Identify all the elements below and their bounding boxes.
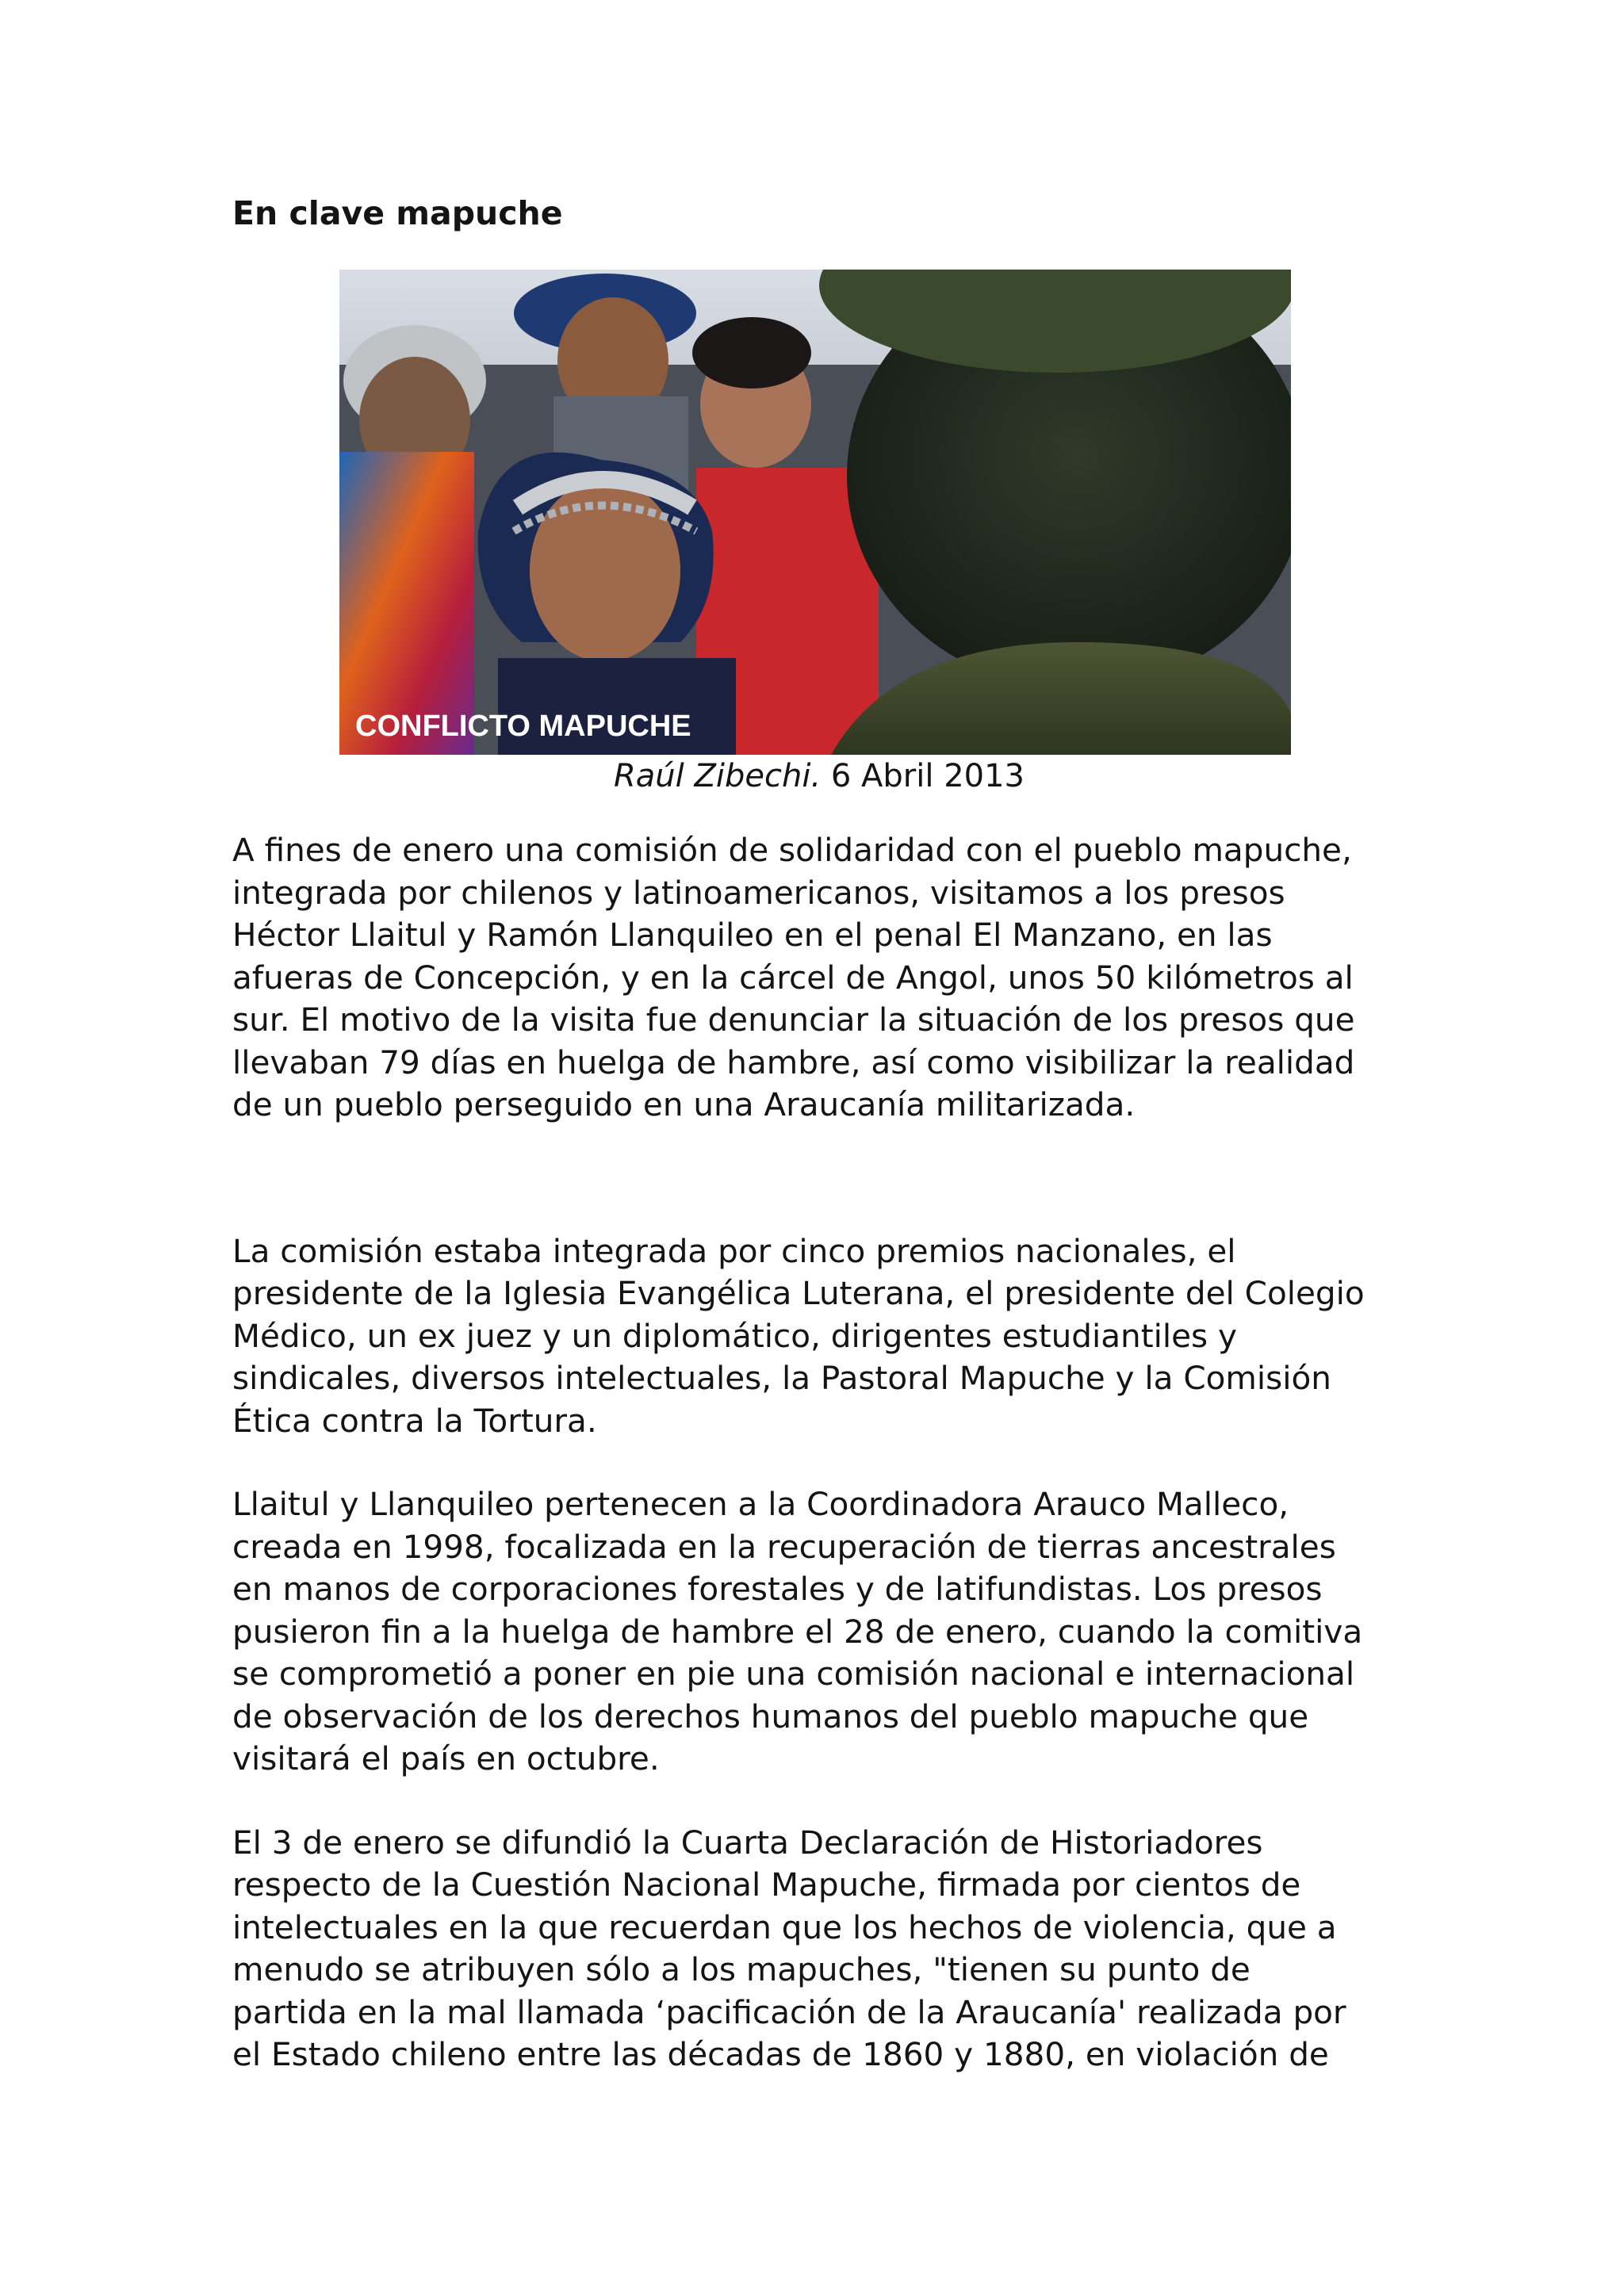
paragraph-line: sur. El motivo de la visita fue denunciar la situación de los presos que [232,1001,1355,1039]
paragraph-line: creada en 1998, focalizada en la recuperación de tierras ancestrales [232,1527,1336,1566]
article-body [232,829,1406,2076]
article-photo [339,270,1291,755]
paragraph-line: de un pueblo perseguido en una Araucanía militarizada. [232,1085,1136,1123]
paragraph-line: en manos de corporaciones forestales y de latifundistas. Los presos [232,1570,1323,1608]
document-title: En clave mapuche [232,194,563,232]
paragraph-line: sindicales, diversos intelectuales, la Pastoral Mapuche y la Comisión [232,1359,1331,1397]
paragraph-line: Médico, un ex juez y un diplomático, dirigentes estudiantiles y [232,1316,1237,1355]
byline-date: 6 Abril 2013 [821,758,1025,794]
paragraph-3 [232,1483,1406,1781]
photo-protest-icon [339,270,1291,755]
paragraph-line: partida en la mal llamada ‘pacificación de la Araucanía' realizada por [232,1992,1346,2031]
paragraph-line: visitará el país en octubre. [232,1739,660,1777]
paragraph-line: pusieron fin a la huelga de hambre el 28 de enero, cuando la comitiva [232,1612,1363,1651]
paragraph-line: Héctor Llaitul y Ramón Llanquileo en el penal El Manzano, en las [232,916,1273,954]
paragraph-line: el Estado chileno entre las décadas de 1860 y 1880, en violación de [232,2035,1329,2073]
photo-overlay-label: CONFLICTO MAPUCHE [355,710,691,743]
paragraph-line: La comisión estaba integrada por cinco premios nacionales, el [232,1231,1236,1270]
paragraph-line: respecto de la Cuestión Nacional Mapuche, firmada por cientos de [232,1866,1301,1904]
paragraph-line: integrada por chilenos y latinoamericanos, visitamos a los presos [232,873,1285,912]
paragraph-line: intelectuales en la que recuerdan que los hechos de violencia, que a [232,1908,1337,1946]
document-page [232,190,1406,2073]
paragraph-2 [232,1230,1406,1443]
paragraph-line: se comprometió a poner en pie una comisión nacional e internacional [232,1655,1355,1693]
paragraph-line: El 3 de enero se difundió la Cuarta Declaración de Historiadores [232,1823,1263,1862]
byline [232,752,1406,801]
paragraph-line: presidente de la Iglesia Evangélica Luterana, el presidente del Colegio [232,1274,1365,1312]
paragraph-line: afueras de Concepción, y en la cárcel de Angol, unos 50 kilómetros al [232,958,1354,997]
paragraph-line: menudo se atribuyen sólo a los mapuches, "tienen su punto de [232,1950,1251,1988]
byline-author: Raúl Zibechi. [614,758,822,794]
paragraph-line: Llaitul y Llanquileo pertenecen a la Coordinadora Arauco Malleco, [232,1485,1289,1523]
paragraph-line: Ética contra la Tortura. [232,1401,597,1440]
paragraph-line: de observación de los derechos humanos del pueblo mapuche que [232,1697,1309,1735]
paragraph-line: llevaban 79 días en huelga de hambre, así como visibilizar la realidad [232,1043,1355,1081]
paragraph-1 [232,829,1406,1127]
paragraph-line: A fines de enero una comisión de solidaridad con el pueblo mapuche, [232,831,1352,869]
paragraph-4 [232,1822,1406,2076]
